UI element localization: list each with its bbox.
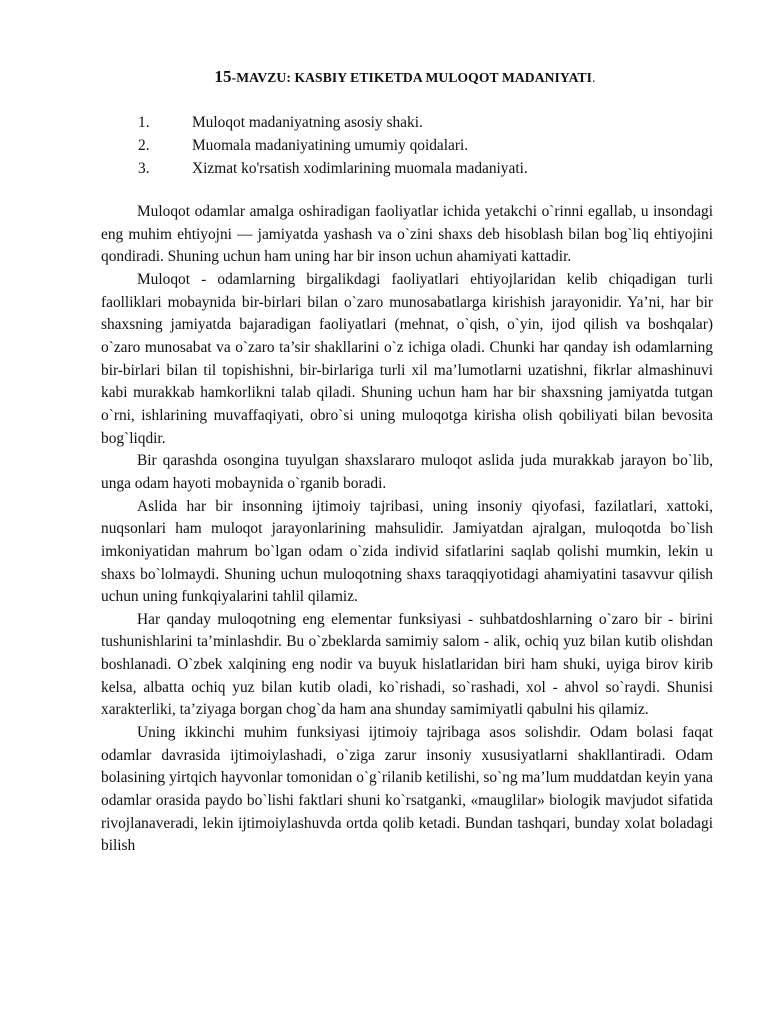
title-number: 15 <box>214 67 232 86</box>
topic-outline <box>138 111 698 180</box>
outline-item <box>138 111 698 134</box>
outline-number: 2. <box>138 137 150 154</box>
paragraph: Muloqot odamlar amalga oshiradigan faoliyatlar ichida yetakchi o`rinni egallab, u insondagi eng muhim ehtiyojni — jamiyatda yashash va o`zini shaxs deb hisoblash bilan bog`liq ehtiyojini qondiradi. Shuning uchun ham uning har bir inson uchun ahamiyati kattadir. <box>101 203 713 266</box>
outline-text: Muomala madaniyatining umumiy qoidalari. <box>192 137 469 154</box>
paragraph: Har qanday muloqotning eng elementar funksiyasi - suhbatdoshlarning o`zaro bir - birini tushunishlarini ta’minlashdir. Bu o`zbeklarda samimiy salom - alik, ochiq yuz bilan kutib olishdan boshlanadi. O`zbek xalqining eng nodir va buyuk hislatlaridan biri ham shuki, uyiga birov kirib kelsa, albatta ochiq yuz bilan kutib oladi, ko`rishadi, so`rashadi, xol - ahvol so`raydi. Shunisi xarakterliki, ta’ziyaga borgan chog`da ham ana shunday samimiyatli qabulni his qilamiz. <box>101 610 713 719</box>
paragraph: Bir qarashda osongina tuyulgan shaxslararo muloqot aslida juda murakkab jarayon bo`lib, unga odam hayoti mobaynida o`rganib boradi. <box>101 452 713 492</box>
body-text <box>101 201 713 858</box>
outline-text: Xizmat ko'rsatish xodimlarining muomala madaniyati. <box>192 160 528 177</box>
outline-number: 1. <box>138 114 150 131</box>
paragraph: Muloqot - odamlarning birgalikdagi faoliyatlari ehtiyojlaridan kelib chiqadigan turli faolliklari mobaynida bir-birlari bilan o`zaro munosabatlarga kirishish jarayonidir. Ya’ni, har bir shaxsning jamiyatda bajaradigan faoliyatlari (mehnat, o`qish, o`yin, ijod qilish va boshqalar) o`zaro munosabat va o`zaro ta’sir shakllarini o`z ichiga oladi. Chunki har qanday ish odamlarning bir-birlari bilan til topishishni, bir-birlariga turli xil ma’lumotlarni uzatishni, fikrlar almashinuvi kabi murakkab hamkorlikni talab qiladi. Shuning uchun ham har bir shaxsning jamiyatda tutgan o`rni, ishlarining muvaffaqiyati, obro`si uning muloqotga kirisha olish qobiliyati bilan bevosita bog`liqdir. <box>101 270 713 447</box>
outline-number: 3. <box>138 160 150 177</box>
title-text: -MAVZU: KASBIY ETIKETDA MULOQOT MADANIYATI <box>231 70 593 85</box>
outline-text: Muloqot madaniyatning asosiy shaki. <box>192 114 423 131</box>
title-end: . <box>592 70 596 85</box>
outline-item <box>138 134 698 157</box>
paragraph: Uning ikkinchi muhim funksiyasi ijtimoiy tajribaga asos solishdir. Odam bolasi faqat odamlar davrasida ijtimoiylashadi, o`ziga zarur insoniy xususiyatlarni shakllantiradi. Odam bolasining yirtqich hayvonlar tomonidan o`g`rilanib ketilishi, so`ng ma’lum muddatdan keyin yana odamlar orasida paydo bo`lishi faktlari shuni ko`rsatganki, «mauglilar» biologik mavjudot sifatida rivojlanaveradi, lekin ijtimoiylashuvda ortda qolib ketadi. Bundan tashqari, bunday xolat boladagi bilish <box>101 724 713 855</box>
page-title <box>0 67 768 87</box>
outline-item <box>138 157 698 180</box>
paragraph: Aslida har bir insonning ijtimoiy tajribasi, uning insoniy qiyofasi, fazilatlari, xattoki, nuqsonlari ham muloqot jarayonlarining mahsulidir. Jamiyatdan ajralgan, muloqotda bo`lish imkoniyatidan mahrum bo`lgan odam o`zida individ sifatlarini saqlab qolishi mumkin, lekin u shaxs bo`lolmaydi. Shuning uchun muloqotning shaxs taraqqiyotidagi ahamiyatini tasavvur qilish uchun uning funkqiyalarini tahlil qilamiz. <box>101 497 713 606</box>
